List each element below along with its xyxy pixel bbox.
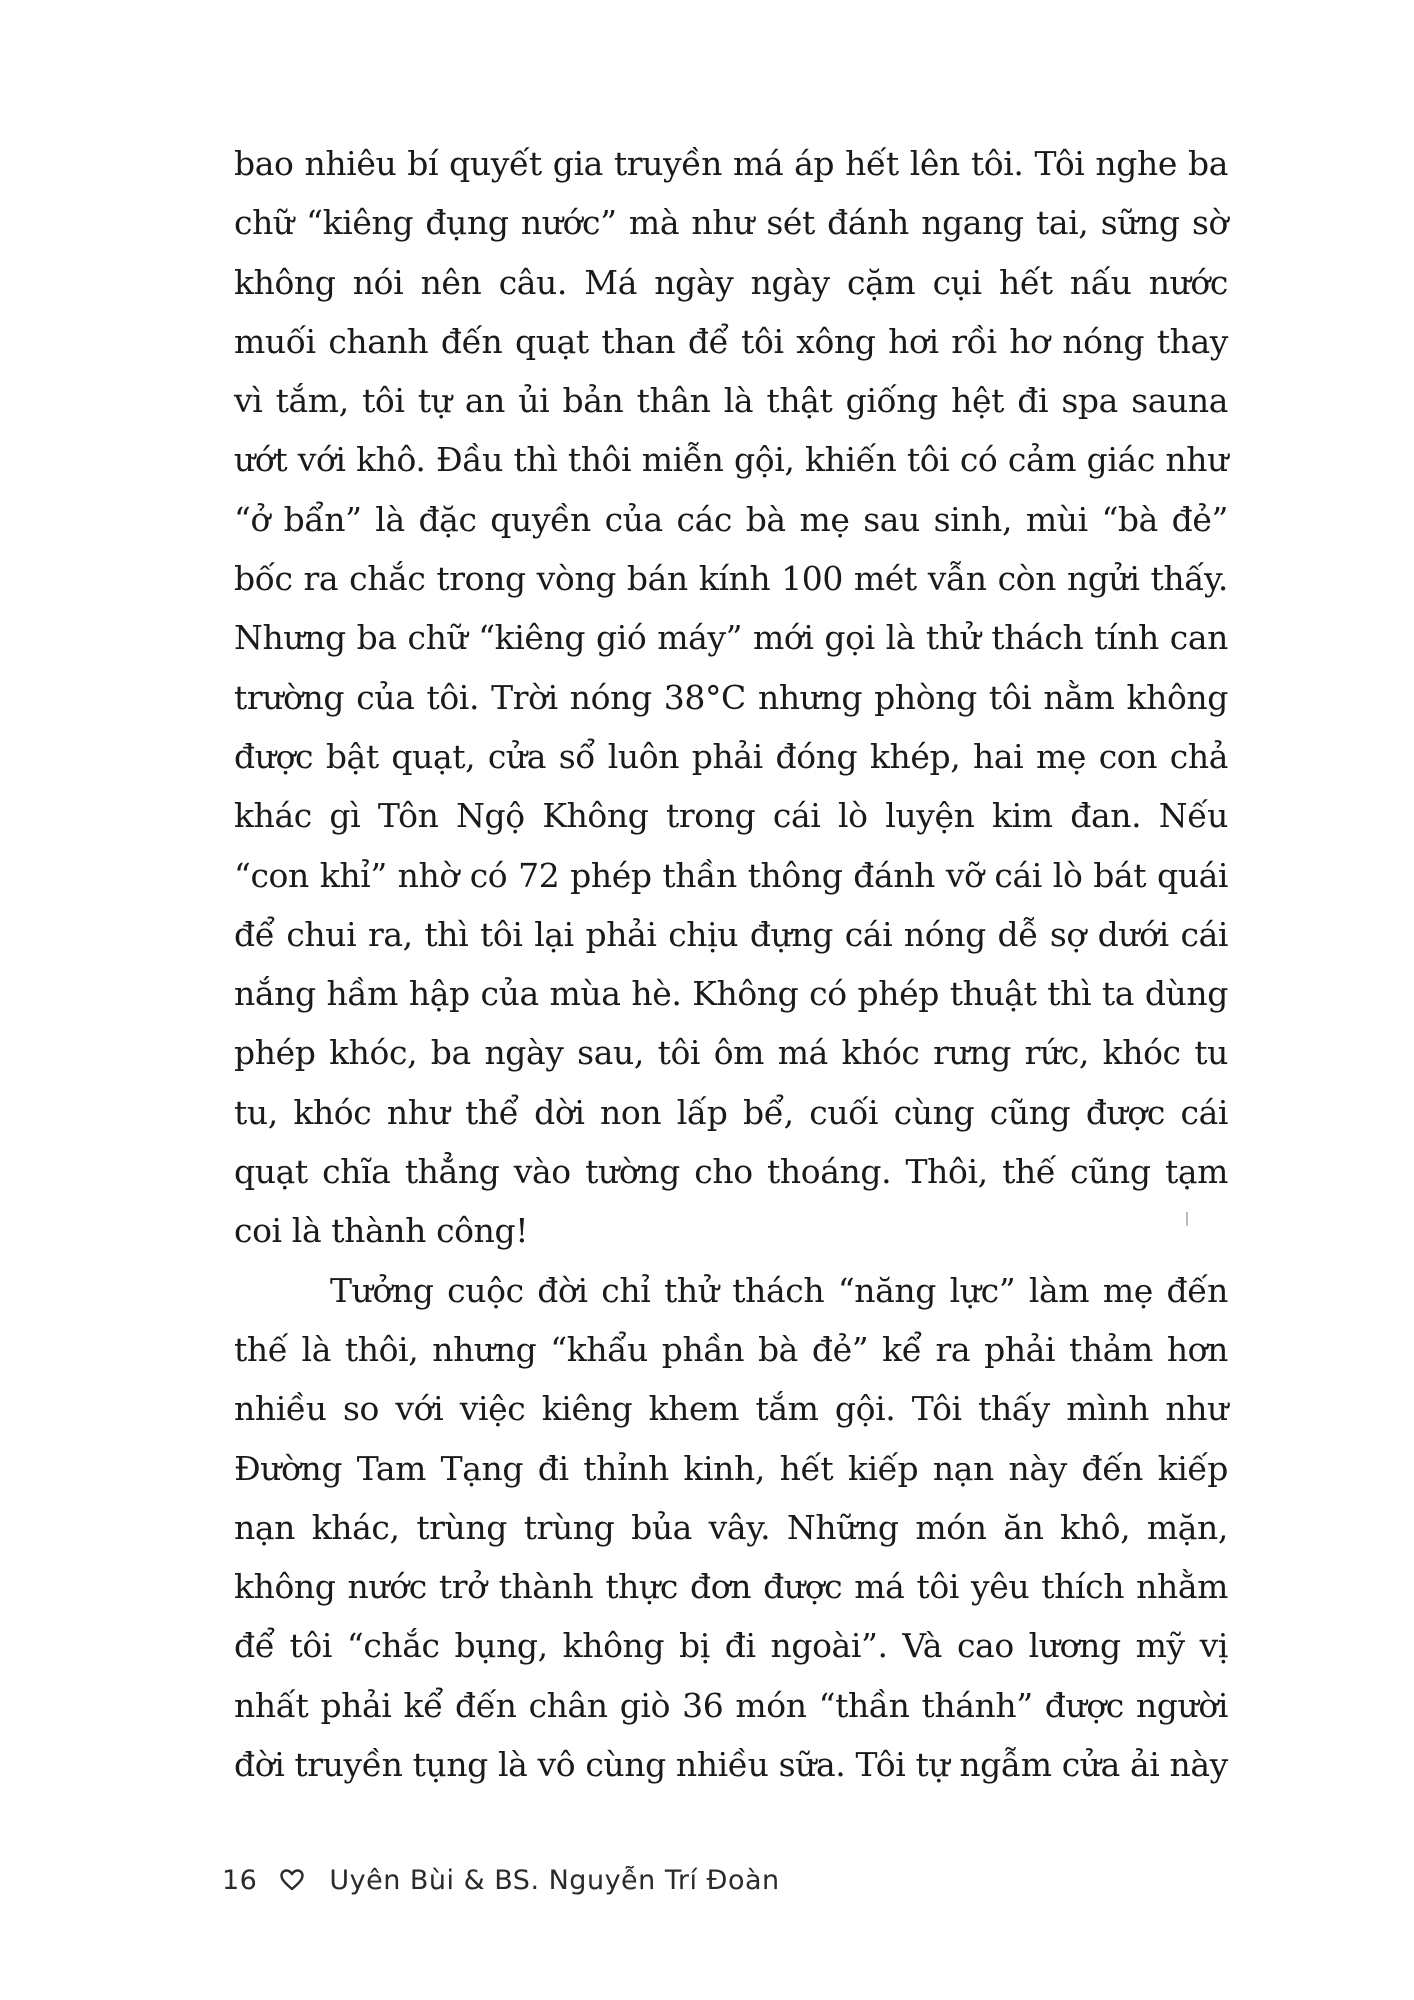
page-number: 16 xyxy=(222,1864,258,1896)
paragraph-2: Tưởng cuộc đời chỉ thử thách “năng lực” làm mẹ đến thế là thôi, nhưng “khẩu phần bà đẻ” kể ra phải thảm hơn nhiều so với việc kiêng khem tắm gội. Tôi thấy mình như Đường Tam Tạng đi thỉnh kinh, hết kiếp nạn này đến kiếp nạn khác, trùng trùng bủa vây. Những món ăn khô, mặn, không nước trở thành thực đơn được má tôi yêu thích nhằm để tôi “chắc bụng, không bị đi ngoài”. Và cao lương mỹ vị nhất phải kể đến chân giò 36 món “thần thánh” được người đời truyền tụng là vô cùng nhiều sữa. Tôi tự ngẫm cửa ải này xyxy=(234,1270,1228,1785)
page-footer xyxy=(222,1860,780,1900)
print-speck xyxy=(1186,1212,1188,1226)
footer-authors: Uyên Bùi & BS. Nguyễn Trí Đoàn xyxy=(329,1864,780,1896)
heart-outline-icon xyxy=(279,1867,305,1893)
paragraph-1: bao nhiêu bí quyết gia truyền má áp hết lên tôi. Tôi nghe ba chữ “kiêng đụng nước” mà như sét đánh ngang tai, sững sờ không nói nên câu. Má ngày ngày cặm cụi hết nấu nước muối chanh đến quạt than để tôi xông hơi rồi hơ nóng thay vì tắm, tôi tự an ủi bản thân là thật giống hệt đi spa sauna ướt với khô. Đầu thì thôi miễn gội, khiến tôi có cảm giác như “ở bẩn” là đặc quyền của các bà mẹ sau sinh, mùi “bà đẻ” bốc ra chắc trong vòng bán kính 100 mét vẫn còn ngửi thấy. Nhưng ba chữ “kiêng gió máy” mới gọi là thử thách tính can trường của tôi. Trời nóng 38°C nhưng phòng tôi nằm không được bật quạt, cửa sổ luôn phải đóng khép, hai mẹ con chả khác gì Tôn Ngộ Không trong cái lò luyện kim đan. Nếu “con khỉ” nhờ có 72 phép thần thông đánh vỡ cái lò bát quái để chui ra, thì tôi lại phải chịu đựng cái nóng dễ sợ dưới cái nắng hầm hập của mùa hè. Không có phép thuật thì ta dùng phép khóc, ba ngày sau, tôi ôm má khóc rưng rức, khóc tu tu, khóc như thể dời non lấp bể, cuối cùng cũng được cái quạt chĩa thẳng vào tường cho thoáng. Thôi, thế cũng tạm coi là thành công! xyxy=(234,144,1228,1251)
body-text xyxy=(234,134,1228,1794)
